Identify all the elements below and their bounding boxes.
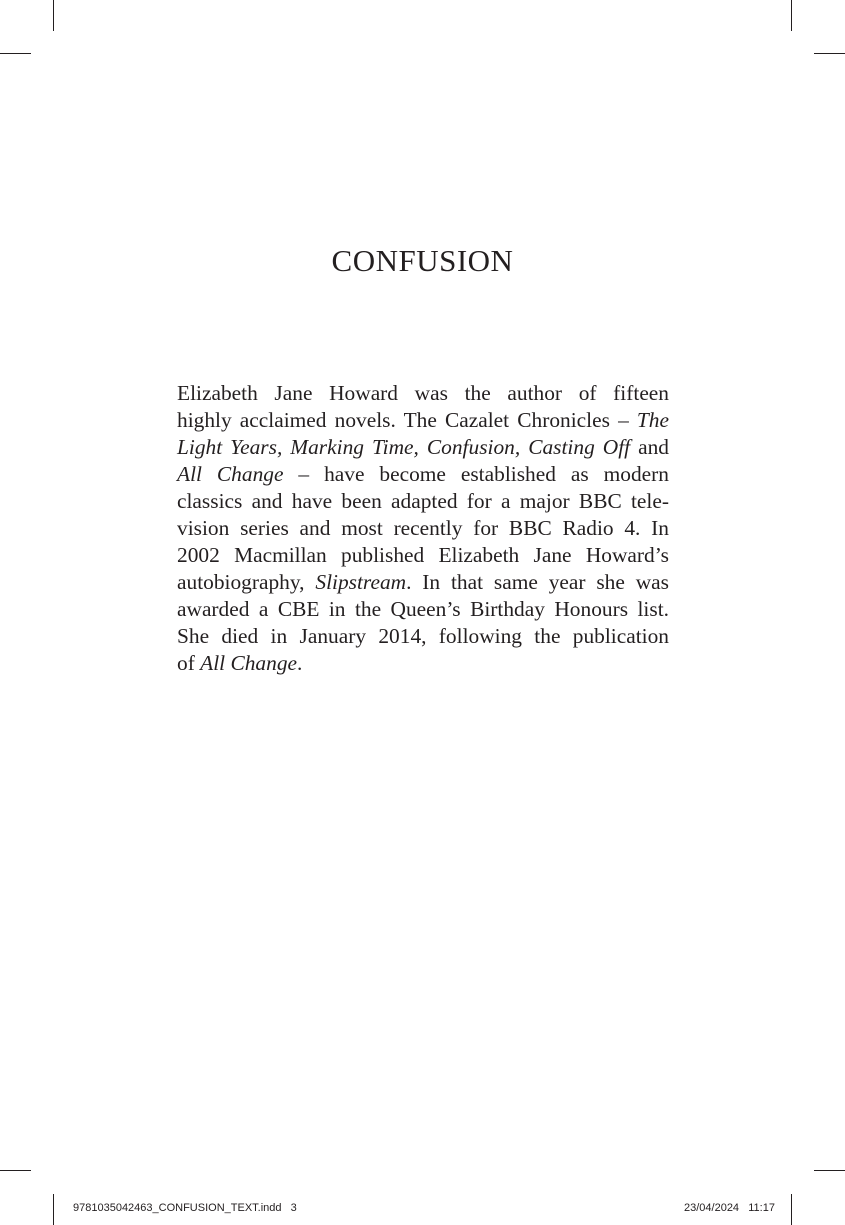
slug-filename: 9781035042463_CONFUSION_TEXT.indd 3 xyxy=(73,1202,297,1214)
crop-mark-bottom-left-horizontal xyxy=(0,1170,31,1171)
bio-italic-title: The xyxy=(636,408,669,432)
bio-text: vision series and most recently for BBC Radio 4. In xyxy=(177,516,669,540)
bio-text: classics and have been adapted for a major BBC tele- xyxy=(177,489,669,513)
bio-text: Elizabeth Jane Howard was the author of fifteen xyxy=(177,381,669,405)
bio-line xyxy=(177,515,669,542)
crop-mark-bottom-left-vertical xyxy=(53,1194,54,1225)
bio-line xyxy=(177,407,669,434)
crop-mark-bottom-right-vertical xyxy=(791,1194,792,1225)
bio-line xyxy=(177,569,669,596)
bio-text: . In that same year she was xyxy=(406,570,669,594)
bio-text: awarded a CBE in the Queen’s Birthday Honours list. xyxy=(177,597,669,621)
bio-italic-title: Slipstream xyxy=(315,570,407,594)
bio-line xyxy=(177,434,669,461)
bio-text: highly acclaimed novels. The Cazalet Chronicles – xyxy=(177,408,637,432)
bio-text: She died in January 2014, following the publication xyxy=(177,624,669,648)
bio-line xyxy=(177,596,669,623)
bio-line xyxy=(177,542,669,569)
bio-text: autobiography, xyxy=(177,570,316,594)
crop-mark-top-left-vertical xyxy=(53,0,54,31)
bio-line xyxy=(177,461,669,488)
bio-line xyxy=(177,650,669,677)
bio-text: and xyxy=(630,435,669,459)
bio-line xyxy=(177,488,669,515)
bio-italic-title: Light Years, Marking Time, Confusion, Casting Off xyxy=(177,435,631,459)
crop-mark-top-right-horizontal xyxy=(814,53,845,54)
crop-mark-bottom-right-horizontal xyxy=(814,1170,845,1171)
bio-italic-title: All Change xyxy=(177,462,284,486)
crop-mark-top-left-horizontal xyxy=(0,53,31,54)
bio-text: . xyxy=(297,651,303,675)
author-biography xyxy=(177,380,669,677)
bio-text: 2002 Macmillan published Elizabeth Jane Howard’s xyxy=(177,543,669,567)
crop-mark-top-right-vertical xyxy=(791,0,792,31)
bio-italic-title: All Change xyxy=(200,651,298,675)
bio-text: of xyxy=(177,651,201,675)
bio-line xyxy=(177,623,669,650)
bio-line xyxy=(177,380,669,407)
bio-text: – have become established as modern xyxy=(283,462,669,486)
page-title: CONFUSION xyxy=(331,243,514,278)
slug-datetime: 23/04/2024 11:17 xyxy=(684,1202,775,1214)
